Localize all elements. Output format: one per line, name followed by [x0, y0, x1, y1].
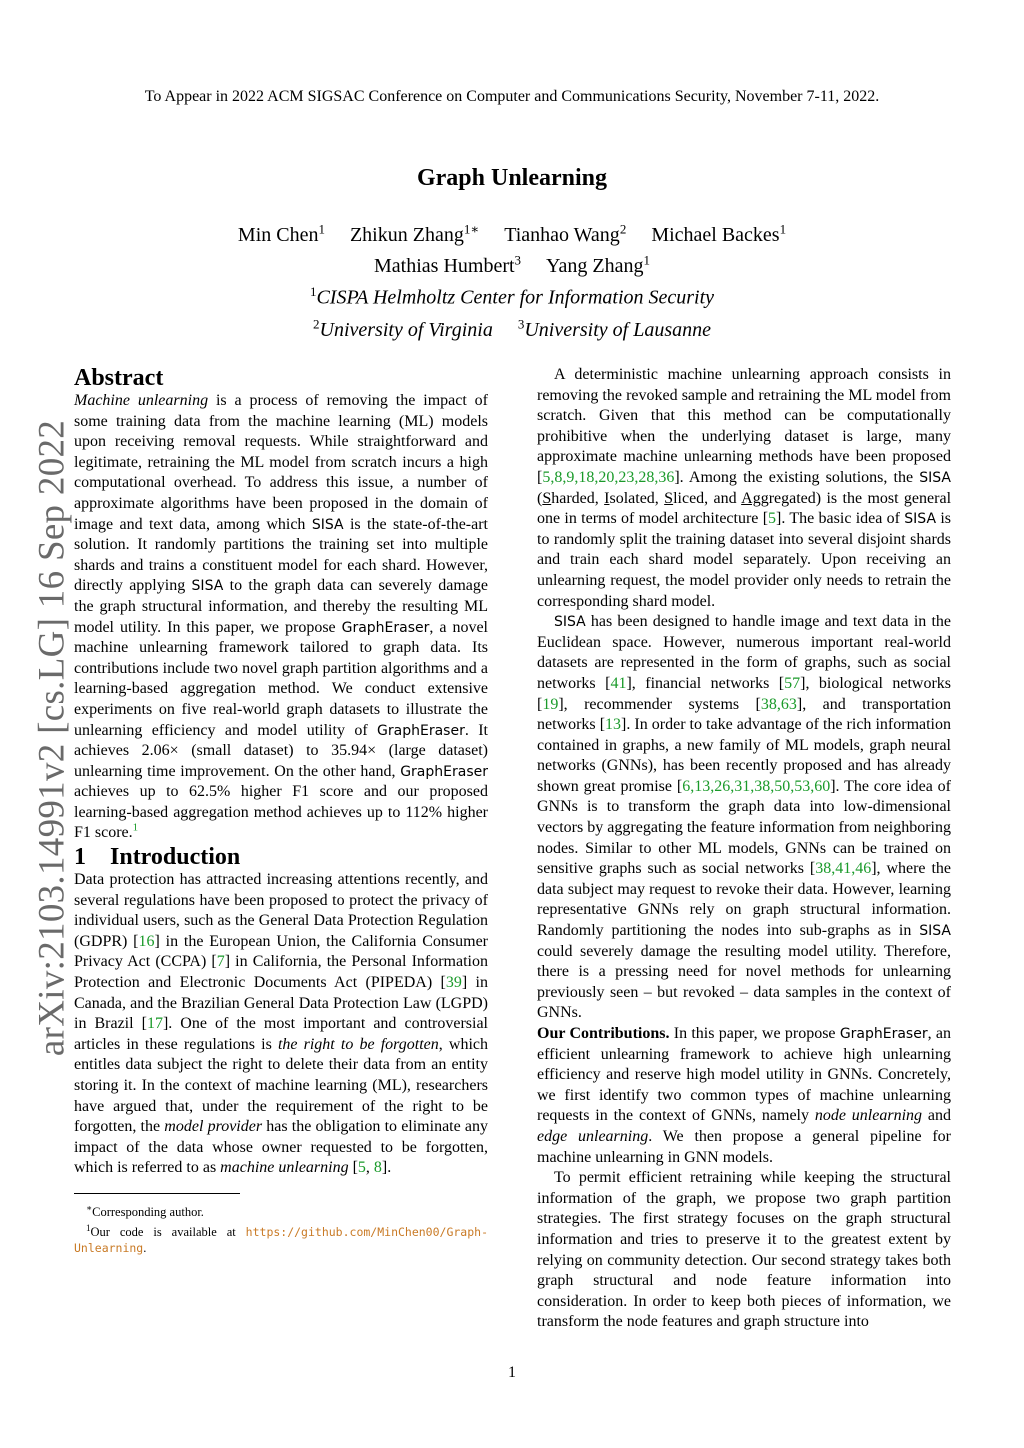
citation-link[interactable]: 17	[146, 1015, 163, 1033]
code-url-link[interactable]: https://github.com/MinChen00/Graph-Unlearning	[74, 1225, 488, 1256]
abstract-heading: Abstract	[74, 365, 164, 391]
left-column	[74, 365, 488, 1256]
arxiv-stamp: arXiv:2103.14991v2 [cs.LG] 16 Sep 2022	[31, 419, 73, 1057]
author: Min Chen$^1$	[237, 221, 325, 246]
citation-link[interactable]: 38,63	[760, 695, 797, 713]
contributions-paragraph: Our Contributions. In this paper, we propose GraphEraser, an efficient unlearning framework to achieve high unlearning efficiency and reserve high model utility in GNNs. Concretely, we first identify two common types of machine unlearning requests in the context of GNNs, namely node unlearning and edge unlearning. We then propose a general pipeline for machine unlearning in GNN models.	[537, 1025, 951, 1166]
citation-link[interactable]: 41	[610, 674, 627, 692]
citation-link[interactable]: 7	[216, 953, 225, 971]
citation-link[interactable]: 5	[768, 510, 777, 528]
author: Tianhao Wang$^2$	[504, 221, 627, 246]
citation-link[interactable]: 5	[357, 1159, 366, 1177]
footnote-1: ∗Corresponding author.	[86, 1202, 204, 1220]
affiliation: $^2$University of Virginia	[313, 315, 493, 341]
body-paragraph: To permit efficient retraining while keeping the structural information of the graph, we propose two graph partition strategies. The first strategy focuses on the graph structural information and tries to preserve it to the greatest extent by relying on community detection. Our second strategy takes both graph structural and node feature information into consideration. In order to keep both pieces of information, we transform the node features and graph structure into	[537, 1169, 951, 1331]
intro-paragraph: Data protection has attracted increasing attentions recently, and several regulations have been proposed to protect the privacy of individual users, such as the General Data Protection Regulation (GDPR) [16] in the European Union, the California Consumer Privacy Act (CCPA) [7] in California, the Personal Information Protection and Electronic Documents Act (PIPEDA) [39] in Canada, and the Brazilian General Data Protection Law (LGPD) in Brazil [17]. One of the most important and controversial articles in these regulations is the right to be forgotten, which entitles data subject the right to delete their data from an entity storing it. In the context of machine learning (ML), researchers have argued that, under the requirement of the right to be forgotten, the model provider has the obligation to eliminate any impact of the data whose owner requested to be forgotten, which is referred to as machine unlearning [5, 8].	[74, 871, 489, 1177]
citation-link[interactable]: 39	[445, 974, 462, 992]
citation-link[interactable]: 13	[605, 716, 622, 734]
citation-link[interactable]: 16	[138, 932, 155, 950]
affiliation: CISPA Helmholtz Center for Information Security	[316, 286, 715, 309]
venue-header: To Appear in 2022 ACM SIGSAC Conference on Computer and Communications Security, November 7-11, 2022.	[144, 88, 880, 105]
citation-link[interactable]: 5,8,9,18,20,23,28,36	[542, 468, 675, 486]
author: Yang Zhang$^1$	[546, 252, 650, 278]
citation-link[interactable]: 6,13,26,31,38,50,53,60	[682, 777, 831, 795]
footnote-link[interactable]: 1	[132, 822, 139, 835]
footnote-2: $^1$Our code is available at https://github.com/MinChen00/Graph-Unlearning.	[74, 1223, 488, 1256]
abstract-text: Machine unlearning is a process of removing the impact of some training data from the machine learning (ML) models upon receiving removal requests. While straightforward and legitimate, retraining the ML model from scratch incurs a high computational overhead. To address this issue, a number of approximate algorithms have been proposed in the domain of image and text data, among which SISA is the state-of-the-art solution. It randomly partitions the training set into multiple shards and trains a constituent model for each shard. However, directly applying SISA to the graph data can severely damage the graph structural information, and thereby the resulting ML model utility. In this paper, we propose GraphEraser, a novel machine unlearning framework tailored to graph data. Its contributions include two novel graph partition algorithms and a learning-based aggregation method. We conduct extensive experiments on five real-world graph datasets to illustrate the unlearning efficiency and model utility of GraphEraser. It achieves 2.06× (small dataset) to 35.94× (large dataset) unlearning time improvement. On the other hand, GraphEraser achieves up to 62.5% higher F1 score and our proposed learning-based aggregation method achieves up to 112% higher F1 score.$^1$	[74, 392, 489, 842]
body-paragraph: SISA has been designed to handle image and text data in the Euclidean space. However, numerous important real-world datasets are represented in the form of graphs, such as social networks [41], financial networks [57], biological networks [19], recommender systems [38,63], and transportation networks [13]. In order to take advantage of the rich information contained in graphs, a new family of ML models, graph neural networks (GNNs), has been recently proposed and has already shown great promise [6,13,26,31,38,50,53,60]. The core idea of GNNs is to transform the graph data into low-dimensional vectors by aggregating the feature information from neighboring nodes. Similar to other ML models, GNNs can be trained on sensitive graphs such as social networks [38,41,46], where the data subject may request to revoke their data. However, learning representative GNNs rely on graph structural information. Randomly partitioning the nodes into sub-graphs as in SISA could severely damage the resulting model utility. Therefore, there is a pressing need for novel methods for unlearning previously seen – but revoked – data samples in the context of GNNs.	[537, 613, 952, 1022]
affiliation-row-2	[0, 311, 1024, 343]
citation-link[interactable]: 8	[373, 1159, 382, 1177]
author-row-2	[0, 248, 1024, 280]
citation-link[interactable]: 57	[784, 674, 801, 692]
page-number: 1	[508, 1364, 516, 1381]
author-row-1	[0, 216, 1024, 248]
author-block	[0, 216, 1024, 343]
body-paragraph: A deterministic machine unlearning approach consists in removing the revoked sample and retraining the ML model from scratch. Given that this method can be computationally prohibitive when the underlying dataset is large, many approximate machine unlearning methods have been proposed [5,8,9,18,20,23,28,36]. Among the existing solutions, the SISA (Sharded, Isolated, Sliced, and Aggregated) is the most general one in terms of model architecture [5]. The basic idea of SISA is to randomly split the training dataset into several disjoint shards and train each shard model separately. Upon receiving an unlearning request, the model provider only needs to retrain the corresponding shard model.	[537, 366, 952, 610]
author: Mathias Humbert$^3$	[374, 252, 522, 278]
affiliation-row-1: $^1$CISPA Helmholtz Center for Information Security	[309, 284, 715, 309]
citation-link[interactable]: 38,41,46	[815, 860, 872, 878]
introduction-heading: 1 Introduction	[74, 844, 241, 871]
footnote-divider	[74, 1193, 240, 1194]
paper-title: Graph Unlearning	[416, 165, 608, 191]
affiliation: $^3$University of Lausanne	[517, 315, 711, 341]
citation-link[interactable]: 19	[542, 695, 559, 713]
right-column	[537, 365, 951, 1333]
author: Zhikun Zhang$^{1∗}$	[349, 221, 480, 246]
author: Michael Backes$^1$	[651, 221, 787, 246]
